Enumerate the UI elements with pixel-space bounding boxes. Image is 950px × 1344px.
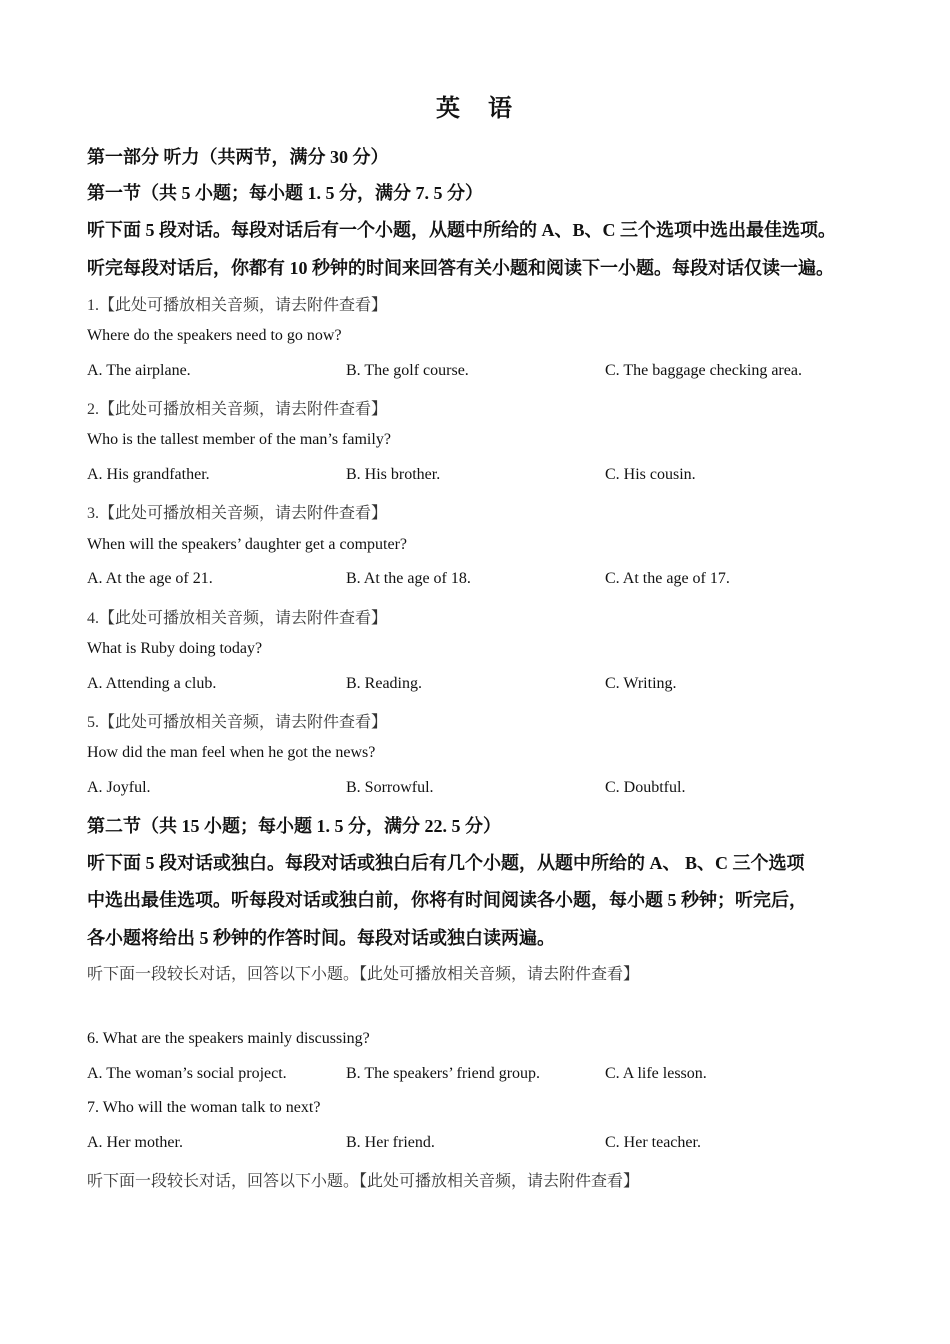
q1-option-c: C. The baggage checking area. [605,362,802,379]
section2-heading: 第二节（共 15 小题；每小题 1. 5 分，满分 22. 5 分） [87,816,501,836]
q4-option-a: A. Attending a club. [87,675,217,692]
q6-option-b: B. The speakers’ friend group. [346,1065,541,1082]
question-6: 6. What are the speakers mainly discussing? [87,1030,370,1047]
q4-option-b: B. Reading. [346,675,422,692]
question-7: 7. Who will the woman talk to next? [87,1099,321,1116]
dialogue-intro-2: 听下面一段较长对话，回答以下小题。【此处可播放相关音频，请去附件查看】 [87,1173,640,1190]
audio-note-5: 5.【此处可播放相关音频，请去附件查看】 [87,714,388,731]
q2-option-c: C. His cousin. [605,466,696,483]
q3-option-a: A. At the age of 21. [87,570,213,587]
audio-note-4: 4.【此处可播放相关音频，请去附件查看】 [87,610,388,627]
q2-option-a: A. His grandfather. [87,466,210,483]
section1-instruction-2: 听完每段对话后，你都有 10 秒钟的时间来回答有关小题和阅读下一小题。每段对话仅读一遍。 [87,258,834,278]
question-1: Where do the speakers need to go now? [87,327,342,344]
q5-option-c: C. Doubtful. [605,779,686,796]
section1-heading: 第一节（共 5 小题；每小题 1. 5 分，满分 7. 5 分） [87,183,483,203]
q2-option-b: B. His brother. [346,466,441,483]
q3-option-b: B. At the age of 18. [346,570,471,587]
question-5: How did the man feel when he got the news? [87,744,376,761]
audio-note-3: 3.【此处可播放相关音频，请去附件查看】 [87,505,388,522]
q1-option-a: A. The airplane. [87,362,191,379]
title-char-1: 英 [436,96,462,122]
section1-instruction-1: 听下面 5 段对话。每段对话后有一个小题，从题中所给的 A、B、C 三个选项中选出最佳选项。 [87,220,836,240]
section2-instruction-3: 各小题将给出 5 秒钟的作答时间。每段对话或独白读两遍。 [87,928,555,948]
q1-option-b: B. The golf course. [346,362,469,379]
q5-option-b: B. Sorrowful. [346,779,434,796]
section2-instruction-1: 听下面 5 段对话或独白。每段对话或独白后有几个小题，从题中所给的 A、 B、C 三个选项 [87,853,805,873]
q7-option-c: C. Her teacher. [605,1134,701,1151]
part1-heading: 第一部分 听力（共两节，满分 30 分） [87,147,389,167]
page-title [0,88,950,123]
q7-option-b: B. Her friend. [346,1134,435,1151]
q6-option-c: C. A life lesson. [605,1065,707,1082]
q3-option-c: C. At the age of 17. [605,570,730,587]
dialogue-intro-1: 听下面一段较长对话，回答以下小题。【此处可播放相关音频，请去附件查看】 [87,966,640,983]
question-3: When will the speakers’ daughter get a computer? [87,536,408,553]
audio-note-1: 1.【此处可播放相关音频，请去附件查看】 [87,297,388,314]
audio-note-2: 2.【此处可播放相关音频，请去附件查看】 [87,401,388,418]
q6-option-a: A. The woman’s social project. [87,1065,287,1082]
q4-option-c: C. Writing. [605,675,677,692]
title-char-2: 语 [488,96,514,122]
question-4: What is Ruby doing today? [87,640,263,657]
q5-option-a: A. Joyful. [87,779,151,796]
question-2: Who is the tallest member of the man’s family? [87,431,391,448]
section2-instruction-2: 中选出最佳选项。听每段对话或独白前，你将有时间阅读各小题，每小题 5 秒钟；听完后， [87,890,807,910]
q7-option-a: A. Her mother. [87,1134,183,1151]
